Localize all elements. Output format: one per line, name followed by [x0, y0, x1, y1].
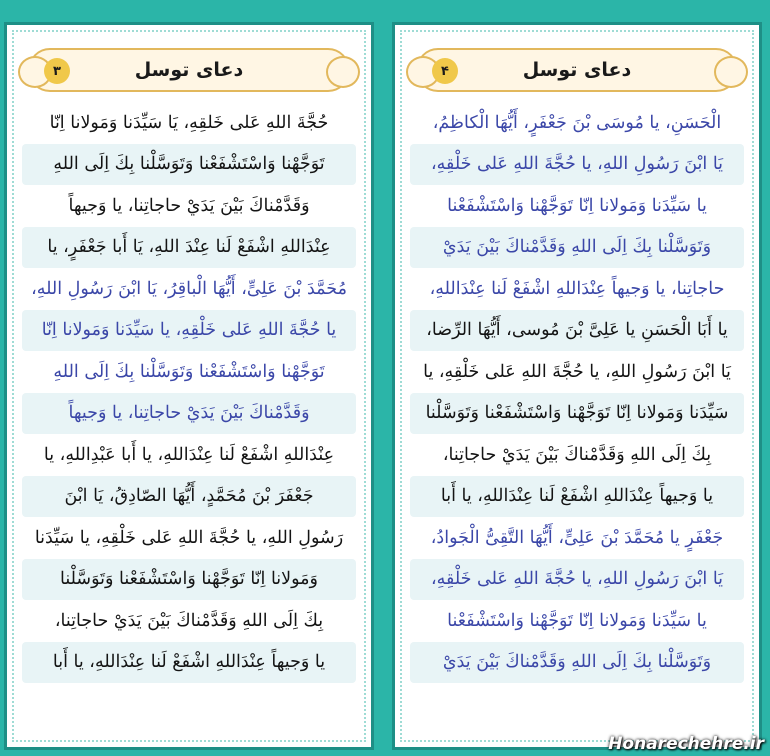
text-line: یَا ابْنَ رَسُولِ اللهِ، یا حُجَّةَ اللهِ عَلی خَلْقِهِ،: [410, 559, 744, 601]
text-line: رَسُولِ اللهِ، یا حُجَّةَ اللهِ عَلی خَلْقِهِ، یا سَیِّدَنا: [34, 527, 344, 548]
text-line: یا سَیِّدَنا وَمَولانا اِنّا تَوَجَّهْنا وَاسْتَشْفَعْنا: [447, 195, 707, 216]
text-line: وَتَوَسَّلْنا بِكَ اِلَی اللهِ وَقَدَّمْناكَ بَيْنَ يَدَيْ: [410, 642, 744, 684]
left-page: [4, 22, 374, 750]
text-line: مُحَمَّدَ بْنَ عَلِیٍّ، أَیُّهَا الْباقِرُ، یَا ابْنَ رَسُولِ اللهِ،: [31, 278, 347, 299]
text-line: وَتَوَسَّلْنا بِكَ اِلَی اللهِ وَقَدَّمْناكَ بَيْنَ يَدَيْ: [410, 227, 744, 269]
text-line: سَیِّدَنا وَمَولانا اِنّا تَوَجَّهْنا وَاسْتَشْفَعْنا وَتَوَسَّلْنا: [410, 393, 744, 435]
watermark: Honarechehre.ir: [608, 734, 764, 754]
text-line: یا وَجیهاً عِنْدَاللهِ اشْفَعْ لَنا عِنْدَاللهِ، یا أَبا: [22, 642, 356, 684]
page-title: دعای توسل: [134, 59, 244, 81]
prayer-text: [22, 102, 356, 683]
page-header: [416, 48, 738, 92]
text-line: عِنْدَاللهِ اشْفَعْ لَنا عِنْدَاللهِ، یا أَبا عَبْدِاللهِ، یا: [43, 444, 335, 465]
text-line: تَوَجَّهْنا وَاسْتَشْفَعْنا وَتَوَسَّلْنا بِكَ اِلَی اللهِ: [53, 361, 325, 382]
text-line: حاجاتِنا، یا وَجیهاً عِنْدَاللهِ اشْفَعْ لَنا عِنْدَاللهِ،: [429, 278, 725, 299]
text-line: الْحَسَنِ، یا مُوسَی بْنَ جَعْفَرٍ، أَیُّهَا الْکاظِمُ،: [432, 112, 722, 133]
text-line: یا وَجیهاً عِنْدَاللهِ اشْفَعْ لَنا عِنْدَاللهِ، یا أَبا: [410, 476, 744, 518]
text-line: یَا ابْنَ رَسُولِ اللهِ، یا حُجَّةَ اللهِ عَلی خَلْقِهِ،: [410, 144, 744, 186]
text-line: یا أَبَا الْحَسَنِ یا عَلِیَّ بْنَ مُوسی، أَیُّهَا الرِّضا،: [410, 310, 744, 352]
page-header: [28, 48, 350, 92]
text-line: بِكَ اِلَی اللهِ وَقَدَّمْناكَ بَيْنَ يَدَيْ حاجاتِنا،: [442, 444, 712, 465]
text-line: یا حُجَّةَ اللهِ عَلی خَلْقِهِ، یا سَیِّدَنا وَمَولانا اِنّا: [22, 310, 356, 352]
text-line: بِكَ اِلَی اللهِ وَقَدَّمْناكَ بَيْنَ يَدَيْ حاجاتِنا،: [54, 610, 324, 631]
text-line: وَقَدَّمْناكَ بَيْنَ يَدَيْ حاجاتِنا، یا وَجیهاً: [22, 393, 356, 435]
text-line: حُجَّةَ اللهِ عَلی خَلقِهِ، یَا سَیِّدَنا وَمَولانا اِنّا: [49, 112, 329, 133]
page-title: دعای توسل: [522, 59, 632, 81]
text-line: یا سَیِّدَنا وَمَولانا اِنّا تَوَجَّهْنا وَاسْتَشْفَعْنا: [447, 610, 707, 631]
prayer-text: [410, 102, 744, 683]
text-line: تَوَجَّهْنا وَاسْتَشْفَعْنا وَتَوَسَّلْنا بِكَ اِلَی اللهِ: [22, 144, 356, 186]
page-number-badge: ۳: [44, 58, 70, 84]
text-line: وَمَولانا اِنّا تَوَجَّهْنا وَاسْتَشْفَعْنا وَتَوَسَّلْنا: [22, 559, 356, 601]
right-page: [392, 22, 762, 750]
text-line: وَقَدَّمْناكَ بَيْنَ يَدَيْ حاجاتِنا، یا وَجیهاً: [68, 195, 310, 216]
text-line: جَعْفَرٍ یا مُحَمَّدَ بْنَ عَلِیٍّ، أَیُّهَا التَّقِیُّ الْجَوادُ،: [430, 527, 724, 548]
text-line: یَا ابْنَ رَسُولِ اللهِ، یا حُجَّةَ اللهِ عَلی خَلْقِهِ، یا: [423, 361, 731, 382]
text-line: عِنْدَاللهِ اشْفَعْ لَنا عِنْدَ اللهِ، یَا أَبا جَعْفَرٍ، یا: [22, 227, 356, 269]
page-number-badge: ۴: [432, 58, 458, 84]
text-line: جَعْفَرَ بْنَ مُحَمَّدٍ، أَیُّهَا الصّادِقُ، یَا ابْنَ: [22, 476, 356, 518]
